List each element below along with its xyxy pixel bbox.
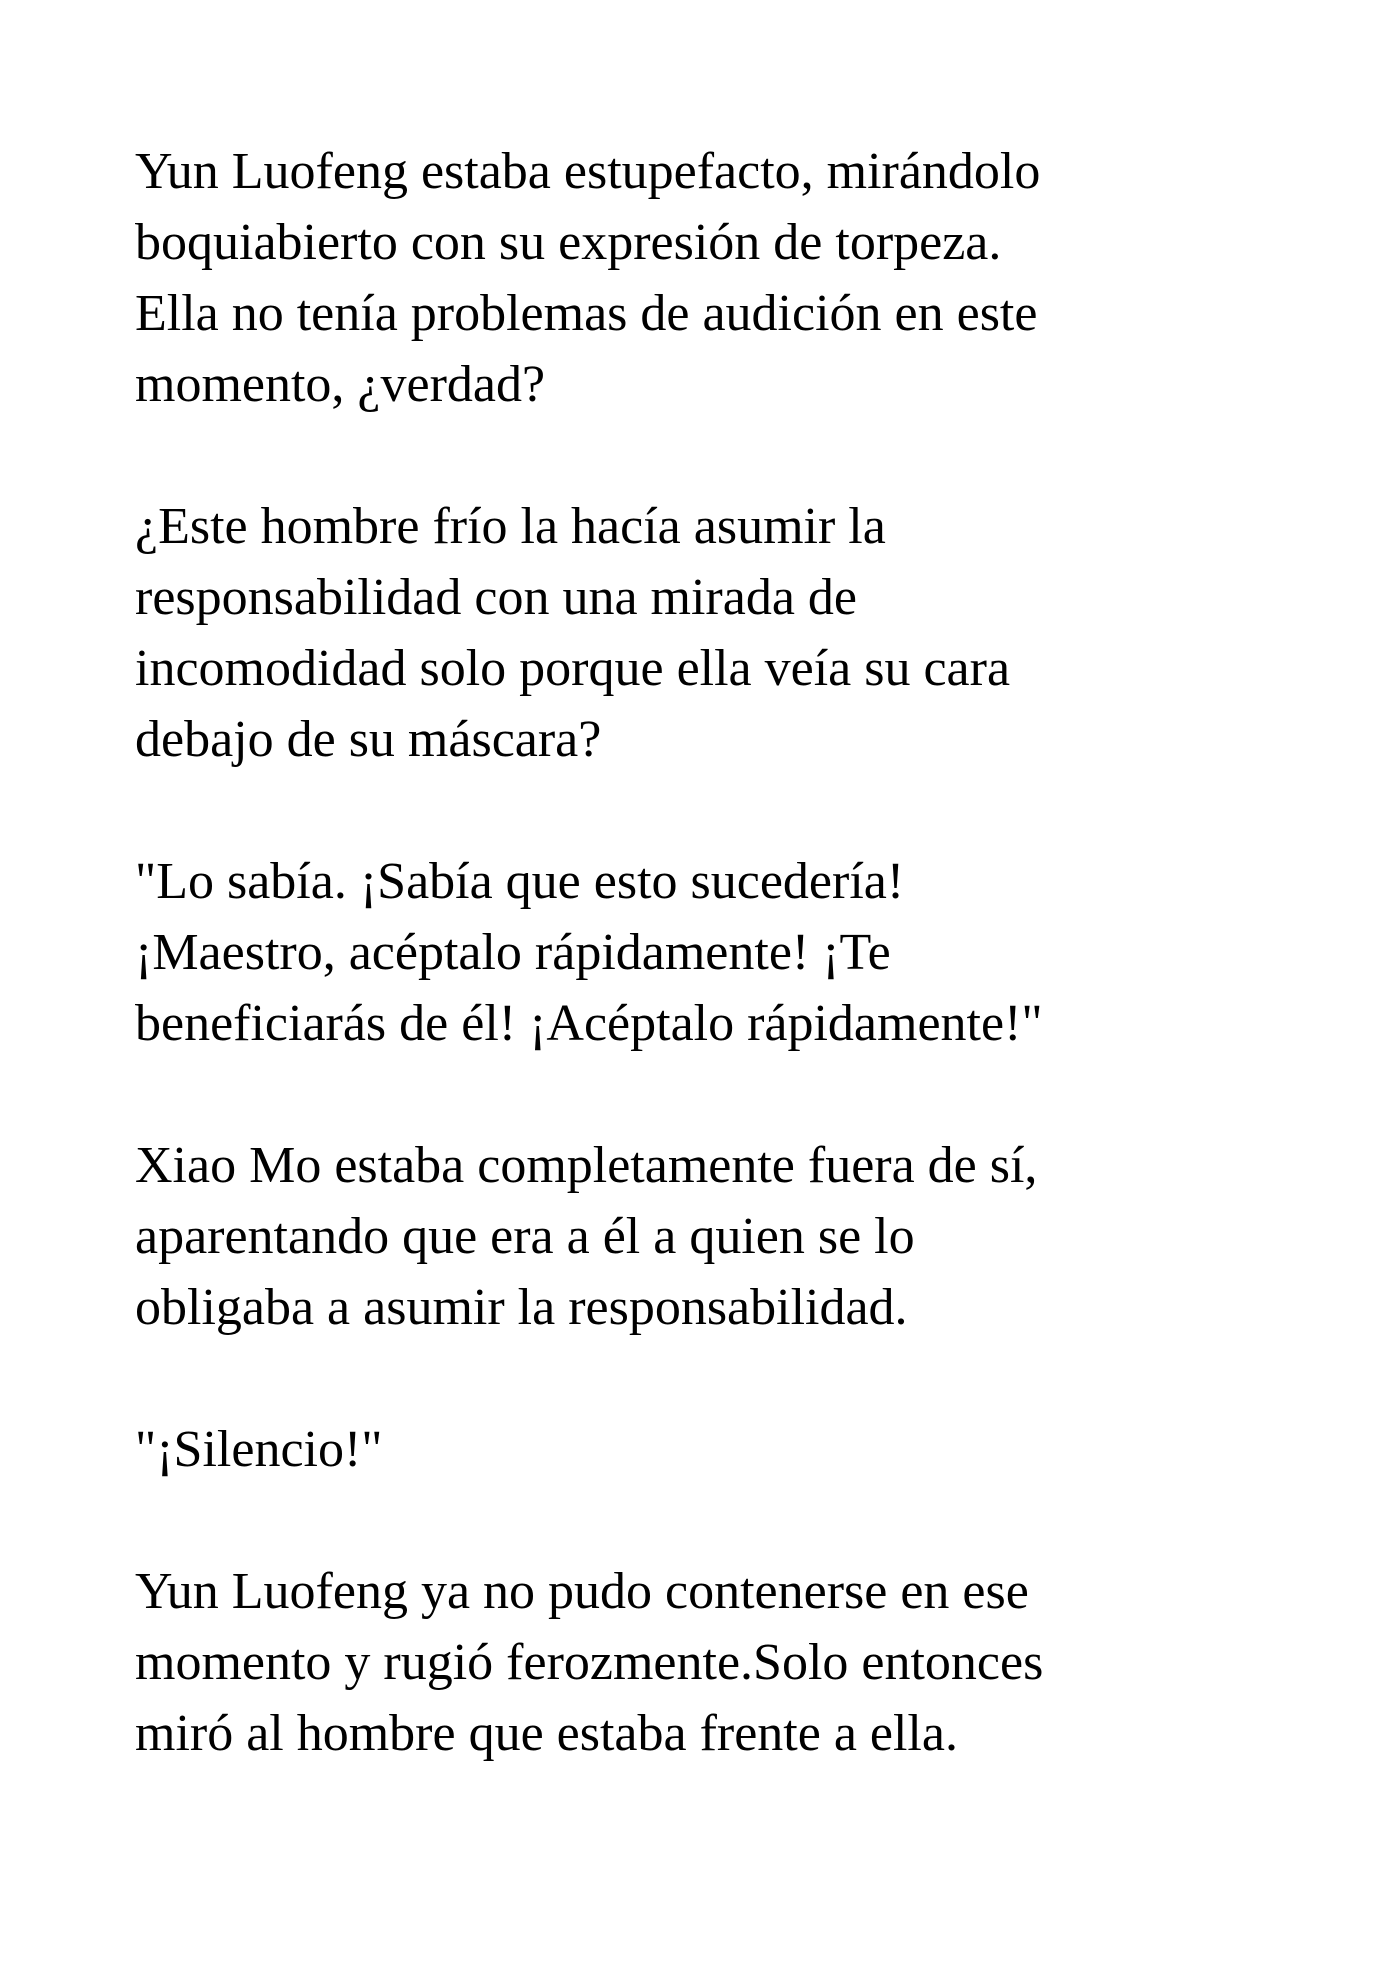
- paragraph-1: Yun Luofeng estaba estupefacto, mirándolo boquiabierto con su expresión de torpeza. Ella no tenía problemas de audición en este momento, ¿verdad?: [135, 143, 1041, 413]
- paragraph-2: ¿Este hombre frío la hacía asumir la responsabilidad con una mirada de incomodidad solo porque ella veía su cara debajo de su máscara?: [135, 498, 1011, 768]
- paragraph-5: "¡Silencio!": [135, 1421, 383, 1478]
- paragraph-4: Xiao Mo estaba completamente fuera de sí, aparentando que era a él a quien se lo obligaba a asumir la responsabilidad.: [135, 1137, 1038, 1336]
- paragraph-6: Yun Luofeng ya no pudo contenerse en ese momento y rugió ferozmente.Solo entonces miró al hombre que estaba frente a ella.: [135, 1563, 1044, 1762]
- paragraph-3: "Lo sabía. ¡Sabía que esto sucedería! ¡Maestro, acéptalo rápidamente! ¡Te beneficiarás de él! ¡Acéptalo rápidamente!": [135, 853, 1043, 1052]
- story-text: [135, 136, 1285, 1769]
